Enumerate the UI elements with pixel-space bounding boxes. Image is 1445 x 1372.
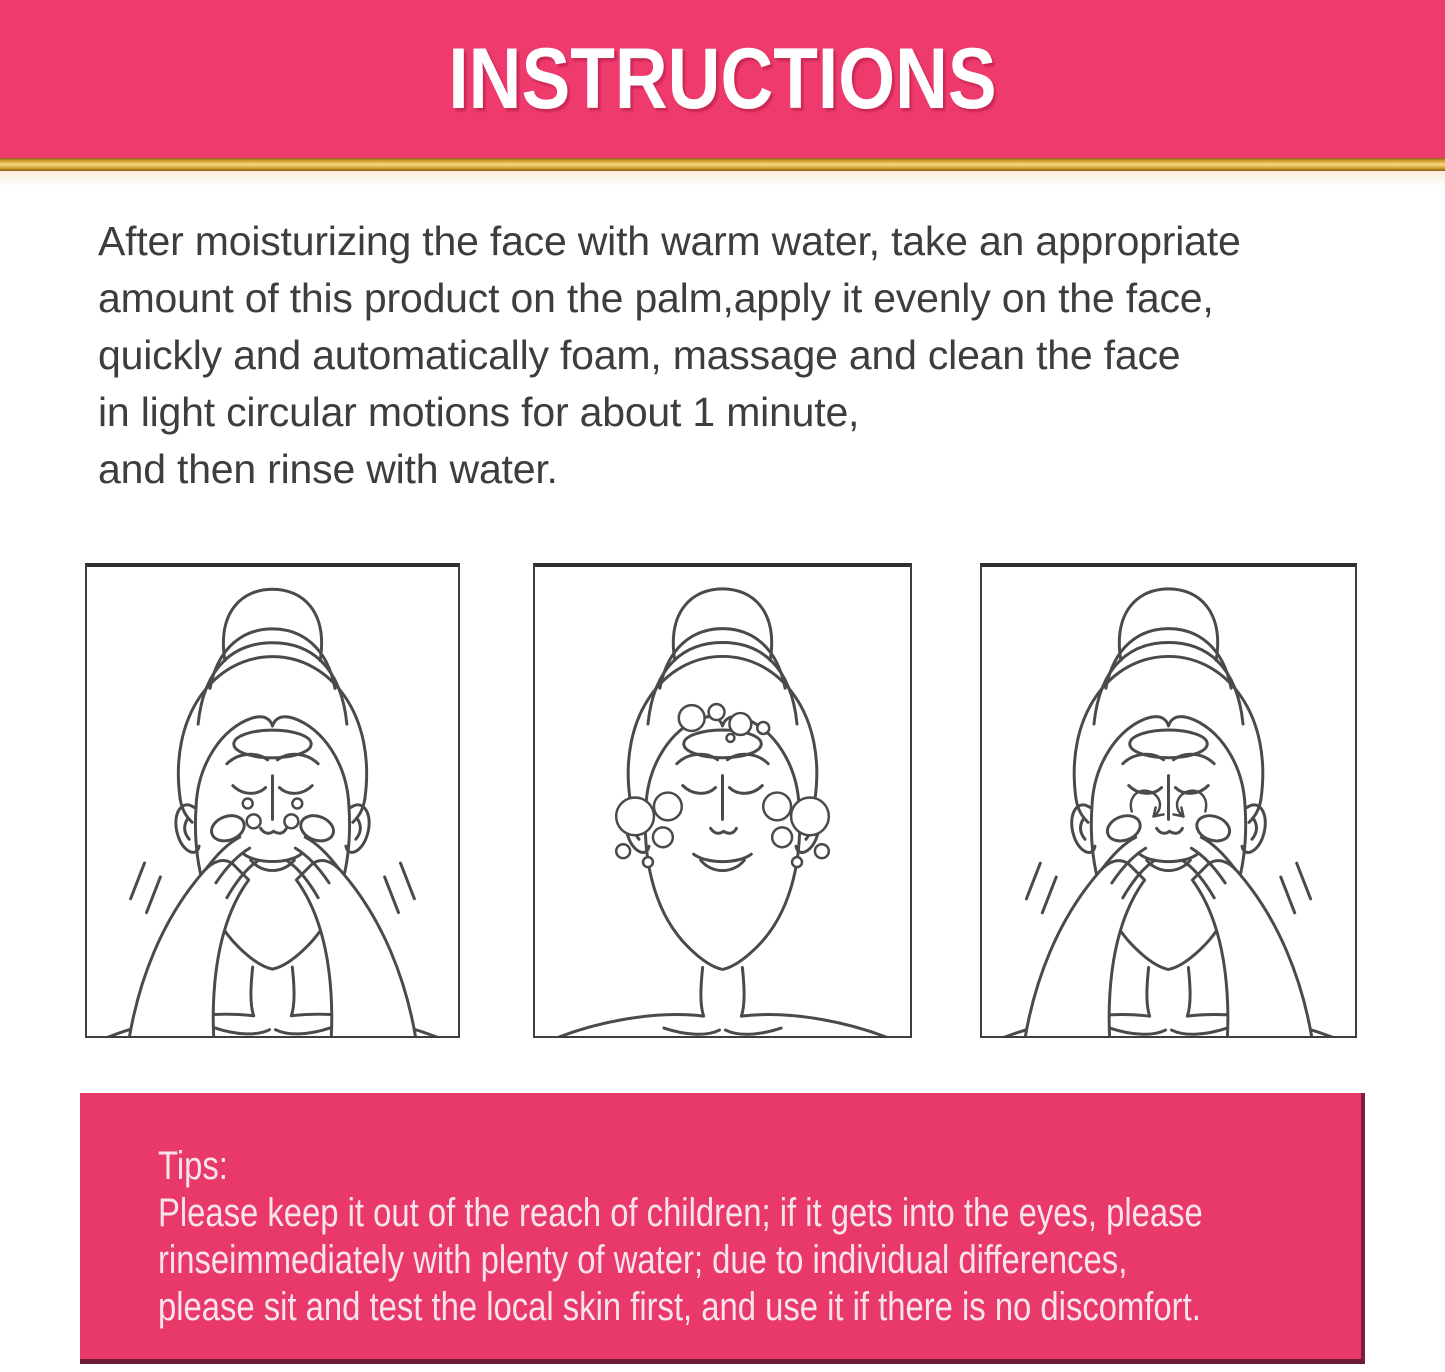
tips-line: Please keep it out of the reach of children; if it gets into the eyes, please [158, 1191, 1203, 1235]
illustration-panel-step-1 [85, 563, 460, 1038]
illustration-panel-step-3 [980, 563, 1357, 1038]
tips-line: please sit and test the local skin first, and use it if there is no discomfort. [158, 1285, 1201, 1329]
intro-line: amount of this product on the palm,apply it evenly on the face, [98, 275, 1214, 321]
illustration-panel-step-2 [533, 563, 912, 1038]
tips-line: rinseimmediately with plenty of water; due to individual differences, [158, 1238, 1128, 1282]
intro-line: in light circular motions for about 1 minute, [98, 389, 860, 435]
usage-instructions-paragraph [98, 213, 1241, 498]
intro-line: quickly and automatically foam, massage and clean the face [98, 332, 1181, 378]
page-title: INSTRUCTIONS [448, 30, 997, 127]
header-banner [0, 0, 1445, 158]
gold-divider-shadow [0, 171, 1445, 187]
tips-title: Tips: [158, 1144, 228, 1188]
intro-line: After moisturizing the face with warm water, take an appropriate [98, 218, 1241, 264]
tips-warning-box [80, 1093, 1365, 1364]
gold-divider [0, 158, 1445, 171]
intro-line: and then rinse with water. [98, 446, 558, 492]
face-massage-with-fingers-icon [87, 567, 458, 1036]
face-covered-in-foam-icon [535, 567, 910, 1036]
face-circular-massage-arrows-icon [982, 567, 1355, 1036]
